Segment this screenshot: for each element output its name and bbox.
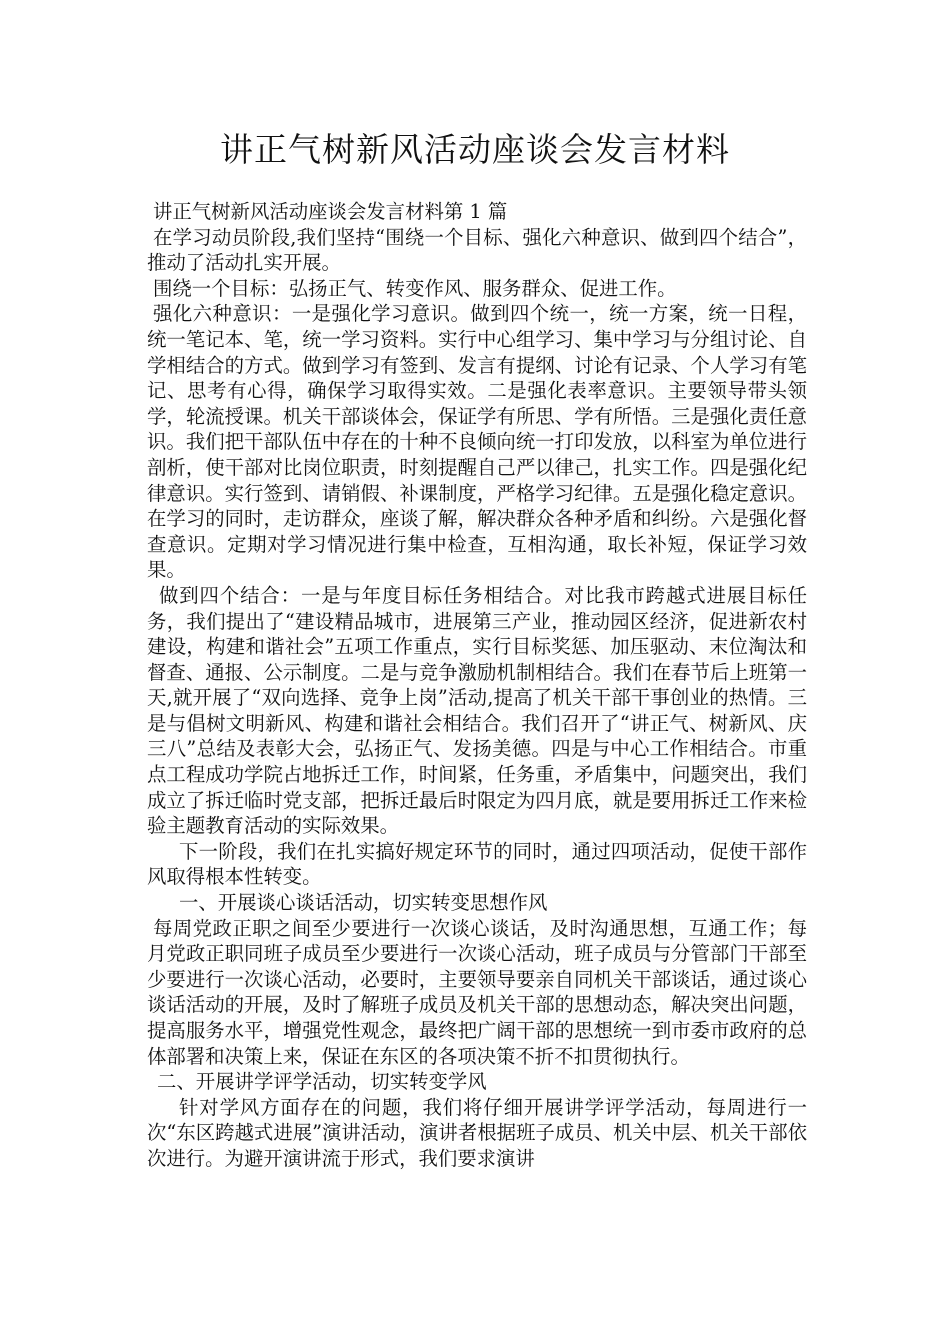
paragraph-next-stage: 下一阶段，我们在扎实搞好规定环节的同时，通过四项活动，促使干部作风取得根本性转变。 <box>147 839 807 889</box>
paragraph-six-awareness: 强化六种意识：一是强化学习意识。做到四个统一，统一方案，统一日程，统一笔记本、笔，统一学习资料。实行中心组学习、集中学习与分组讨论、自学相结合的方式。做到学习有签到、发言有提纲、讨论有记录、个人学习有笔记、思考有心得，确保学习取得实效。二是强化表率意识。主要领导带头领学，轮流授课。机关干部谈体会，保证学有所思、学有所悟。三是强化责任意识。我们把干部队伍中存在的十种不良倾向统一打印发放，以科室为单位进行剖析，使干部对比岗位职责，时刻提醒自己严以律己，扎实工作。四是强化纪律意识。实行签到、请销假、补课制度，严格学习纪律。五是强化稳定意识。在学习的同时，走访群众，座谈了解，解决群众各种矛盾和纠纷。六是强化督查意识。定期对学习情况进行集中检查，互相沟通，取长补短，保证学习效果。 <box>147 302 807 582</box>
paragraph-four-combinations: 做到四个结合：一是与年度目标任务相结合。对比我市跨越式进展目标任务，我们提出了“建设精品城市，进展第三产业，推动园区经济，促进新农村建设，构建和谐社会”五项工作重点，实行目标奖惩、加压驱动、末位淘汰和督查、通报、公示制度。二是与竞争激励机制相结合。我们在春节后上班第一天,就开展了“双向选择、竞争上岗”活动,提高了机关干部干事创业的热情。三是与倡树文明新风、构建和谐社会相结合。我们召开了“讲正气、树新风、庆三八”总结及表彰大会，弘扬正气、发扬美德。四是与中心工作相结合。市重点工程成功学院占地拆迁工作，时间紧，任务重，矛盾集中，问题突出，我们成立了拆迁临时党支部，把拆迁最后时限定为四月底，就是要用拆迁工作来检验主题教育活动的实际效果。 <box>147 583 807 838</box>
paragraph-heart-talk: 每周党政正职之间至少要进行一次谈心谈话，及时沟通思想，互通工作；每月党政正职同班子成员至少要进行一次谈心活动，班子成员与分管部门干部至少要进行一次谈心活动，必要时，主要领导要亲自同机关干部谈话，通过谈心谈话活动的开展，及时了解班子成员及机关干部的思想动态，解决突出问题，提高服务水平，增强党性观念，最终把广阔干部的思想统一到市委市政府的总体部署和决策上来，保证在东区的各项决策不折不扣贯彻执行。 <box>147 916 807 1068</box>
document-title: 讲正气树新风活动座谈会发言材料 <box>220 130 730 169</box>
paragraph-lecture-review: 针对学风方面存在的问题，我们将仔细开展讲学评学活动，每周进行一次“东区跨越式进展”演讲活动，演讲者根据班子成员、机关中层、机关干部依次进行。为避开演讲流于形式，我们要求演讲 <box>147 1095 807 1170</box>
document-body <box>147 199 807 1172</box>
paragraph-intro: 在学习动员阶段,我们坚持“围绕一个目标、强化六种意识、做到四个结合”，推动了活动扎实开展。 <box>147 225 807 275</box>
subheading-lecture-review: 二、开展讲学评学活动，切实转变学风 <box>157 1070 487 1094</box>
paragraph-one-goal: 围绕一个目标：弘扬正气、转变作风、服务群众、促进工作。 <box>153 276 677 300</box>
subheading-heart-talk: 一、开展谈心谈话活动，切实转变思想作风 <box>179 891 548 915</box>
section-heading: 讲正气树新风活动座谈会发言材料第 1 篇 <box>153 200 508 223</box>
